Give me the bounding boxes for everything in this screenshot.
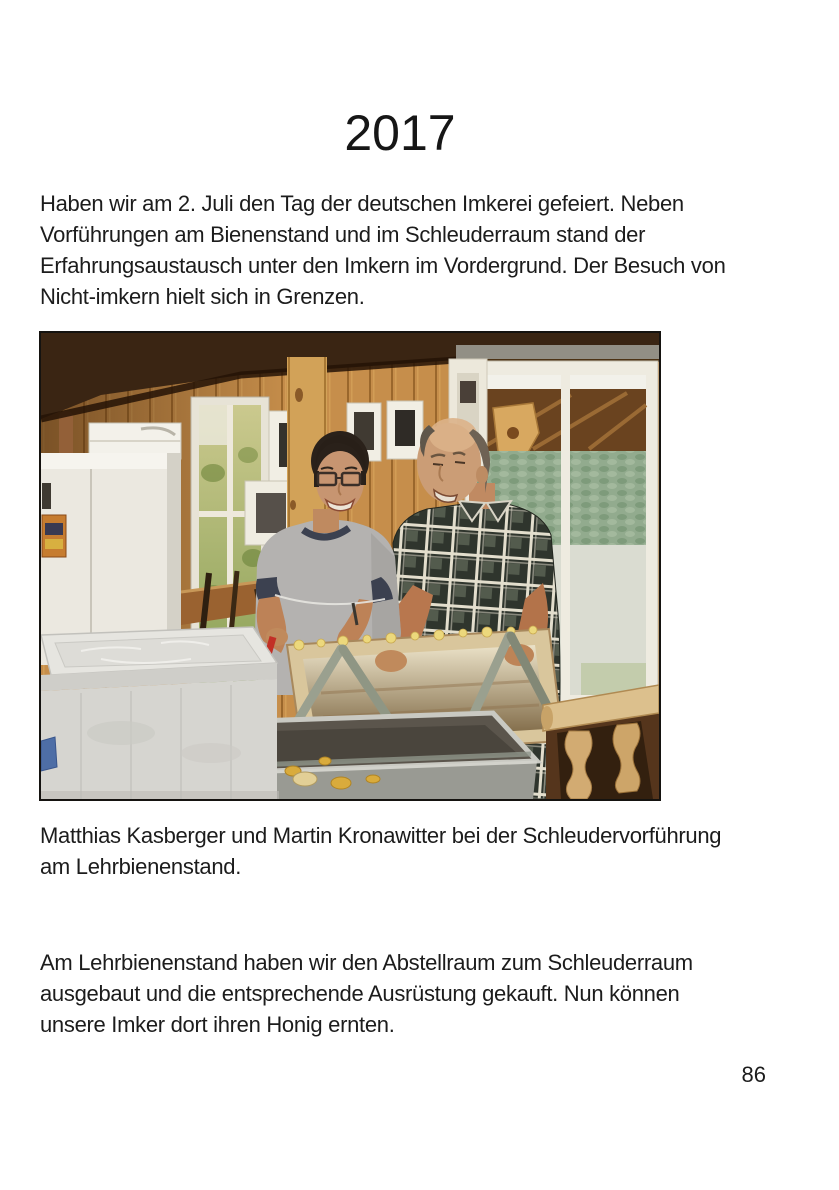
photo [39,331,661,801]
page-title: 2017 [344,105,456,161]
text-line: am Lehrbienenstand. [40,854,242,879]
paragraph-intro [40,188,726,312]
paragraph-lehrbienenstand [40,947,693,1040]
page-number: 86 [741,1062,766,1087]
text-line: Vorführungen am Bienenstand und im Schleuderraum stand der [40,222,646,247]
text-line: ausgebaut und die entsprechende Ausrüstung gekauft. Nun können [40,981,680,1006]
text-line: unsere Imker dort ihren Honig ernten. [40,1012,395,1037]
refrigerator [41,423,181,665]
text-line: Haben wir am 2. Juli den Tag der deutschen Imkerei gefeiert. Neben [40,191,684,216]
plastic-box [41,627,279,799]
text-line: Erfahrungsaustausch unter den Imkern im Vordergrund. Der Besuch von [40,253,726,278]
wooden-bench [541,685,659,799]
text-line: Am Lehrbienenstand haben wir den Abstellraum zum Schleuderraum [40,950,693,975]
text-line: Matthias Kasberger und Martin Kronawitter bei der Schleudervorführung [40,823,722,848]
photo-caption [40,820,721,882]
text-line: Nicht-imkern hielt sich in Grenzen. [40,284,365,309]
photo-image [41,333,659,799]
